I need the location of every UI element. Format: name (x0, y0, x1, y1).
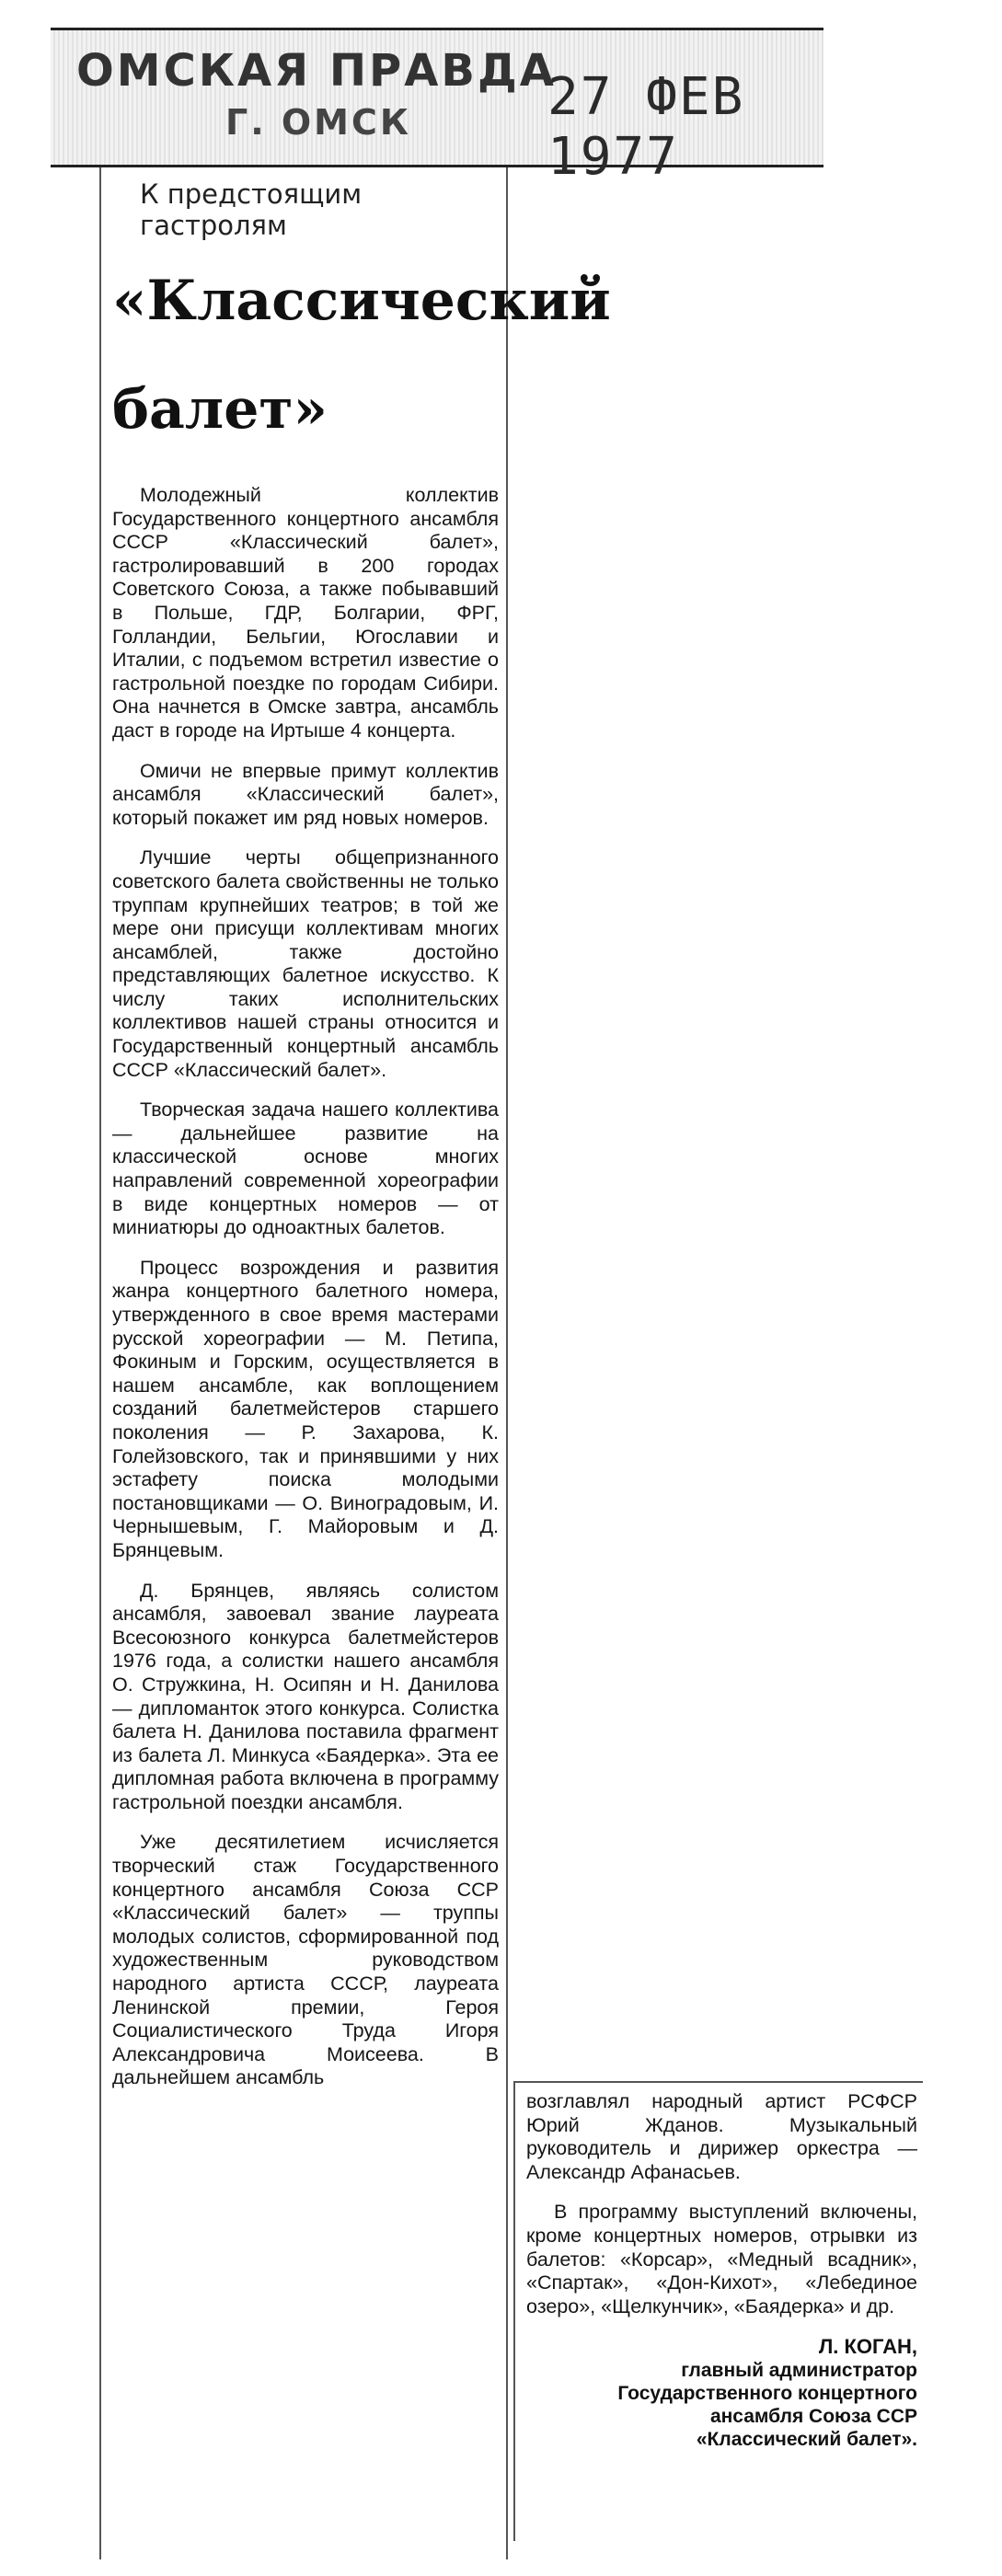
newspaper-masthead-stamp (51, 28, 823, 187)
article-main-column (99, 167, 611, 2559)
continuation-paragraph: В программу выступлений включены, кроме концертных номеров, отрывки из балетов: «Корсар», «Медный всадник», «Спартак», «Дон-Кихот», «Лебединое озеро», «Щелкунчик», «Баядерка» и др. (526, 2201, 917, 2317)
author-title-line: главный администратор (681, 2360, 917, 2382)
article-paragraph: Омичи не впервые примут коллектив ансамбля «Классический балет», который покажет им ряд новых номеров. (112, 759, 499, 829)
continuation-paragraph: возглавлял народный артист РСФСР Юрий Жданов. Музыкальный руководитель и дирижер оркестра — Александр Афанасьев. (526, 2090, 917, 2183)
article-paragraph: Лучшие черты общепризнанного советского балета свойственны не только труппам крупнейших театров; в той же мере они присущи коллективам многих ансамблей, также достойно представляющих балетное искусство. К числу таких исполнительских коллективов нашей страны относится и Государственный концертный ансамбль СССР «Классический балет». (112, 846, 499, 1081)
article-paragraph: Д. Брянцев, являясь солистом ансамбля, завоевал звание лауреата Всесоюзного конкурса балетмейстеров 1976 года, а солистки нашего ансамбля О. Стружкина, Н. Осипян и Н. Данилова — дипломанток этого конкурса. Солистка балета Н. Данилова поставила фрагмент из балета Л. Минкуса «Баядерка». Эта ее дипломная работа включена в программу гастрольной поездки ансамбля. (112, 1579, 499, 1813)
author-title-line: «Классический балет». (696, 2429, 917, 2451)
article-paragraph: Процесс возрождения и развития жанра концертного балетного номера, утвержденного в свое время мастерами русской хореографии — М. Петипа, Фокиным и Горским, осуществляется в нашем ансамбле, как воплощением созданий балетмейстеров старшего поколения — Р. Захарова, К. Голейзовского, так и принявшими у них эстафету поиска молодыми постановщиками — О. Виноградовым, И. Чернышевым, Г. Майоровым и Д. Брянцевым. (112, 1256, 499, 1561)
article-rubric: К предстоящим гастролям (140, 178, 363, 241)
article-paragraph: Уже десятилетием исчисляется творческий стаж Государственного концертного ансамбля Союза ССР «Классический балет» — труппы молодых солистов, сформированной под художественным руководством народного артиста СССР, лауреата Ленинской премии, Героя Социалистического Труда Игоря Александровича Моисеева. В дальнейшем ансамбль (112, 1831, 499, 2089)
author-title-line: ансамбля Союза ССР (709, 2406, 917, 2428)
article-continuation-column (513, 2081, 923, 2541)
article-paragraph: Молодежный коллектив Государственного концертного ансамбля СССР «Классический балет», гастролировавший в 200 городах Советского Союза, а также побывавший в Польше, ГДР, Болгарии, ФРГ, Голландии, Бельгии, Югославии и Италии, с подъемом встретил известие о гастрольной поездке по городам Сибири. Она начнется в Омске завтра, ансамбль даст в городе на Иртыше 4 концерта. (112, 484, 499, 742)
clipping-date: 27 ФЕВ 1977 (547, 67, 745, 187)
newspaper-city: Г. ОМСК (225, 102, 411, 143)
article-paragraph: Творческая задача нашего коллектива — дальнейшее развитие на классической основе многих направлений современной хореографии в виде концертных номеров — от миниатюры до одноактных балетов. (112, 1098, 499, 1239)
author-name: Л. КОГАН, (818, 2335, 917, 2359)
newspaper-name: ОМСКАЯ ПРАВДА (76, 45, 557, 97)
author-title-line: Государственного концертного (617, 2383, 917, 2405)
article-headline: «Классический балет» (112, 269, 611, 442)
